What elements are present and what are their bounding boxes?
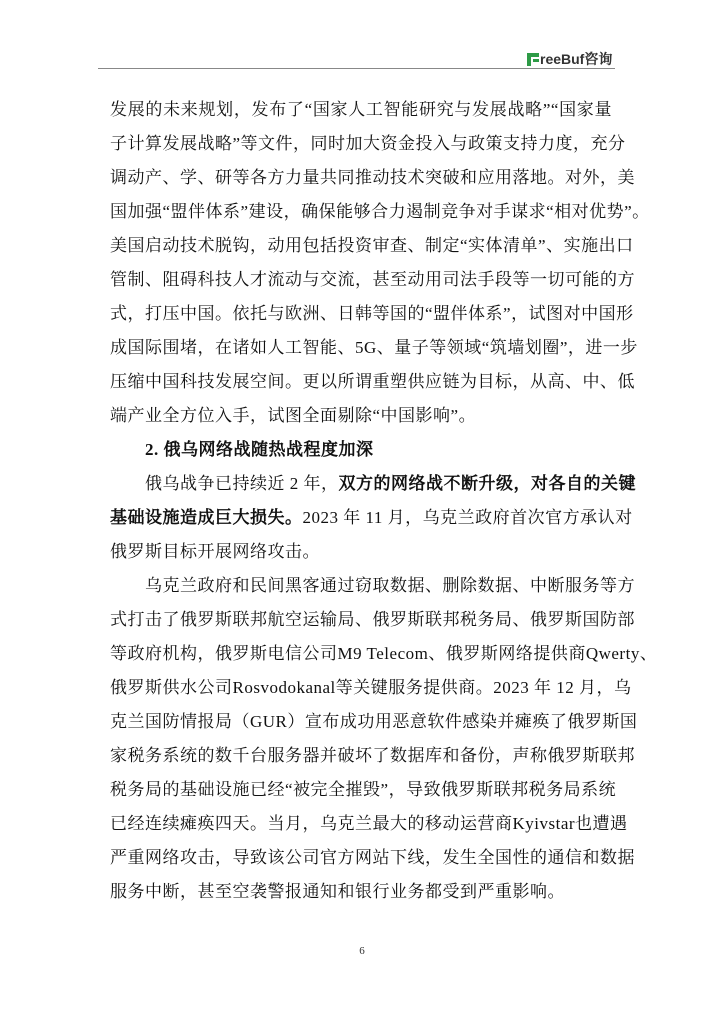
text-segment: 端产业全方位入手，试图全面剔除“中国影响”。 [110, 406, 477, 425]
text-line [110, 777, 617, 811]
bold-text: 基础设施造成巨大损失。 [110, 508, 303, 527]
document-body [110, 97, 658, 913]
text-segment: 俄罗斯供水公司Rosvodokanal等关键服务提供商。2023 年 12 月，乌 [110, 678, 632, 697]
section-heading [110, 437, 612, 471]
text-line [110, 233, 634, 267]
text-line [110, 607, 635, 641]
text-line [110, 165, 635, 199]
text-line [110, 199, 650, 233]
text-segment: 克兰国防情报局（GUR）宣布成功用恶意软件感染并瘫痪了俄罗斯国 [110, 712, 638, 731]
text-line [110, 267, 635, 301]
text-segment: 服务中断，甚至空袭警报通知和银行业务都受到严重影响。 [110, 882, 565, 901]
text-line [110, 301, 634, 335]
page-number: 6 [359, 945, 365, 957]
text-line [110, 879, 612, 913]
text-segment: 子计算发展战略”等文件，同时加大资金投入与政策支持力度，充分 [110, 134, 626, 153]
freebuf-logo [527, 51, 612, 67]
text-line [110, 403, 612, 437]
text-segment: 严重网络攻击，导致该公司官方网站下线，发生全国性的通信和数据 [110, 848, 635, 867]
text-line [110, 97, 612, 131]
text-line [110, 675, 632, 709]
text-segment: 美国启动技术脱钩，动用包括投资审查、制定“实体清单”、实施出口 [110, 236, 634, 255]
text-line [110, 539, 612, 573]
header-divider [98, 68, 615, 69]
text-line [110, 471, 636, 505]
logo-text: reeBuf咨询 [540, 51, 613, 67]
text-segment: 调动产、学、研等各方力量共同推动技术突破和应用落地。对外，美 [110, 168, 635, 187]
text-line [110, 131, 626, 165]
text-line [110, 505, 633, 539]
text-segment: 税务局的基础设施已经“被完全摧毁”，导致俄罗斯联邦税务局系统 [110, 780, 617, 799]
text-segment: 管制、阻碍科技人才流动与交流，甚至动用司法手段等一切可能的方 [110, 270, 635, 289]
text-line [110, 709, 638, 743]
text-segment: 发展的未来规划，发布了“国家人工智能研究与发展战略”“国家量 [110, 100, 612, 119]
text-segment: 国加强“盟伴体系”建设，确保能够合力遏制竞争对手谋求“相对优势”。 [110, 202, 650, 221]
text-line [110, 811, 628, 845]
text-segment: 俄乌战争已持续近 2 年， [145, 474, 339, 493]
text-segment: 2. 俄乌网络战随热战程度加深 [145, 440, 374, 459]
text-line [110, 369, 635, 403]
text-line [110, 845, 635, 879]
text-segment: 式打击了俄罗斯联邦航空运输局、俄罗斯联邦税务局、俄罗斯国防部 [110, 610, 635, 629]
text-segment: 乌克兰政府和民间黑客通过窃取数据、删除数据、中断服务等方 [145, 576, 635, 595]
text-segment: 已经连续瘫痪四天。当月，乌克兰最大的移动运营商Kyivstar也遭遇 [110, 814, 628, 833]
text-segment: 压缩中国科技发展空间。更以所谓重塑供应链为目标，从高、中、低 [110, 372, 635, 391]
text-line [110, 573, 635, 607]
text-segment: 俄罗斯目标开展网络攻击。 [110, 542, 320, 561]
text-segment: 成国际围堵，在诸如人工智能、5G、量子等领域“筑墙划圈”，进一步 [110, 338, 638, 357]
text-segment: 2023 年 11 月，乌克兰政府首次官方承认对 [302, 508, 633, 527]
text-segment: 等政府机构，俄罗斯电信公司M9 Telecom、俄罗斯网络提供商Qwerty、 [110, 644, 658, 663]
text-segment: 式，打压中国。依托与欧洲、日韩等国的“盟伴体系”，试图对中国形 [110, 304, 634, 323]
freebuf-logo-mark-icon [527, 53, 539, 66]
text-segment: 家税务系统的数千台服务器并破坏了数据库和备份，声称俄罗斯联邦 [110, 746, 635, 765]
text-line [110, 335, 638, 369]
bold-text: 双方的网络战不断升级，对各自的关键 [338, 474, 636, 493]
text-line [110, 641, 658, 675]
text-line [110, 743, 635, 777]
